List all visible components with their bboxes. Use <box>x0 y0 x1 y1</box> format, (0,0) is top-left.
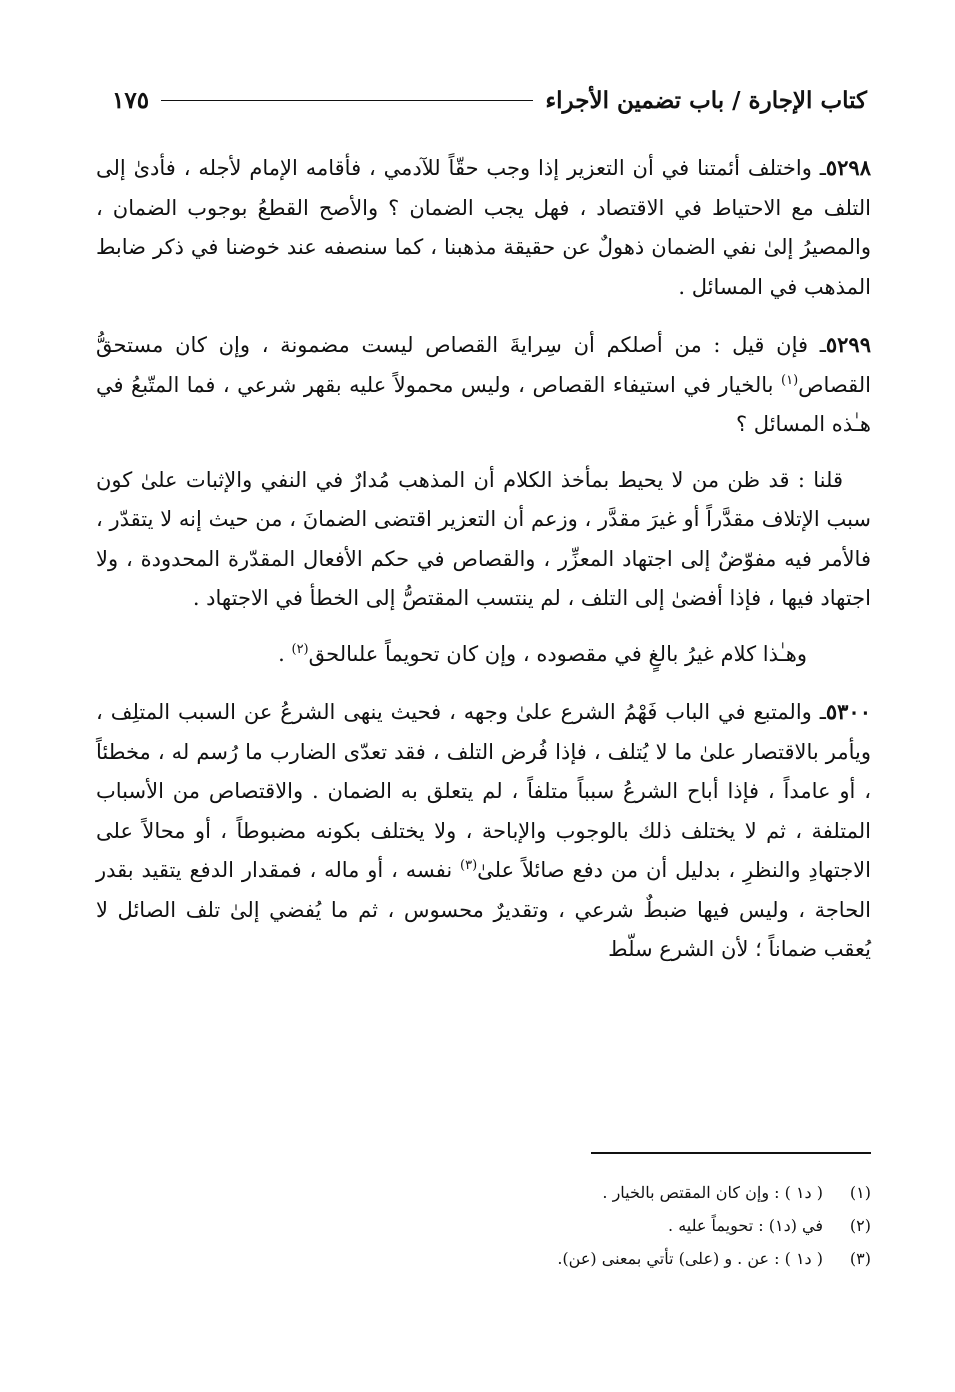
paragraph-number: ٥٢٩٩ <box>825 332 871 357</box>
header-rule <box>161 100 533 101</box>
footnote-ref-1[interactable]: (١) <box>781 372 799 388</box>
paragraph-text: ـ والمتبع في الباب فَهْمُ الشرع علىٰ وجهه ، فحيث ينهى الشرعُ عن السبب المتلِف ، ويأمر بالاقتصار علىٰ ما لا يُتلف ، فإذا فُرض التلف ، فقد تعدّى الضارب ما رُسم له ، مخطئاً ، أو عامداً ، فإذا أباح الشرعُ سبباً متلفاً ، لم يتعلق به الضمان . والاقتصاص من الأسباب المتلفة ، ثم لا يختلف ذلك بالوجوب والإباحة ، ولا يختلف بكونه مضبوطاً ، أو محالاً على الاجتهادِ والنظرِ ، بدليل أن من دفع صائلاً علىٰ <box>96 700 871 882</box>
footnote-ref-2[interactable]: (٢) <box>291 641 309 657</box>
paragraph-number: ٥٣٠٠ <box>825 699 871 724</box>
paragraph-number: ٥٢٩٨ <box>825 155 871 180</box>
paragraph-text: وهـٰذا كلام غيرُ بالغٍ في مقصوده ، وإن كان تحويماً علىالحق <box>308 641 807 666</box>
footnote-divider <box>591 1152 871 1154</box>
paragraph-5300 <box>96 692 871 970</box>
footnote-text: ( د١ ) : عن . و (على) تأتي بمعنى (عن). <box>557 1249 823 1268</box>
paragraph-remark <box>96 635 871 675</box>
footnote-number: (١) <box>849 1183 871 1202</box>
page-number: ١٧٥ <box>112 86 150 114</box>
footnote-number: (٢) <box>849 1216 871 1235</box>
footnote-item <box>200 1242 871 1275</box>
footnote-ref-3[interactable]: (٣) <box>460 858 478 873</box>
footnote-text: في (د١) : تحويماً عليه . <box>668 1216 823 1235</box>
paragraph-5299 <box>96 325 871 445</box>
paragraph-text: ـ واختلف أئمتنا في أن التعزير إذا وجب حقّاً للآدمي ، فأقامه الإمام لأجله ، فأدىٰ إلى التلف مع الاحتياط في الاقتصاد ، فهل يجب الضمان ؟ والأصح القطعُ بوجوب الضمان ، والمصيرُ إلىٰ نفي الضمان ذهولٌ عن حقيقة مذهبنا ، كما سنصفه عند خوضنا في ذكر ضابط المذهب في المسائل . <box>96 156 871 299</box>
paragraph-text: قلنا : قد ظن من لا يحيط بمأخذ الكلام أن المذهب مُدارٌ في النفي والإثبات علىٰ كون سبب الإتلاف مقدَّراً أو غيرَ مقدَّر ، وزعم أن التعزير اقتضى الضمانَ ، من حيث إنه لا يتقدّر ، فالأمر فيه مفوّضٌ إلى اجتهاد المعزِّر ، والقصاص في حكم الأفعال المقدّرة المحدودة ، ولا اجتهاد فيها ، فإذا أفضىٰ إلى التلف ، لم ينتسب المقتصُّ إلى الخطأ في الاجتهاد . <box>96 467 871 610</box>
running-header <box>112 80 867 120</box>
paragraph-text: بالخيار في استيفاء القصاص ، وليس محمولاً عليه بقهر شرعي ، فما المتّبعُ في هـٰذه المسائل ؟ <box>96 372 871 436</box>
footnote-item <box>200 1209 871 1242</box>
footnote-number: (٣) <box>849 1249 871 1268</box>
paragraph-text: ـ فإن قيل : من أصلكم أن سِرايةَ القصاص ليست مضمونة ، وإن كان مستحقُّ القصاص <box>96 333 871 397</box>
paragraph-text: . <box>278 641 292 666</box>
footnote-text: ( د١ ) : وإن كان المقتص بالخيار . <box>602 1183 823 1202</box>
chapter-title: كتاب الإجارة / باب تضمين الأجراء <box>545 86 867 114</box>
paragraph-text: نفسه ، أو ماله ، فمقدار الدفع يتقيد بقدر الحاجة ، وليس فيها ضبطٌ شرعي ، وتقديرٌ محسوس ، ثم ما يُفضي إلىٰ تلف الصائل لا يُعقب ضماناً ؛ لأن الشرع سلّط <box>96 858 871 961</box>
footnote-item <box>200 1176 871 1209</box>
paragraph-5298 <box>96 148 871 307</box>
footnotes <box>200 1176 871 1275</box>
main-text <box>96 148 871 970</box>
paragraph-reply <box>96 461 871 619</box>
